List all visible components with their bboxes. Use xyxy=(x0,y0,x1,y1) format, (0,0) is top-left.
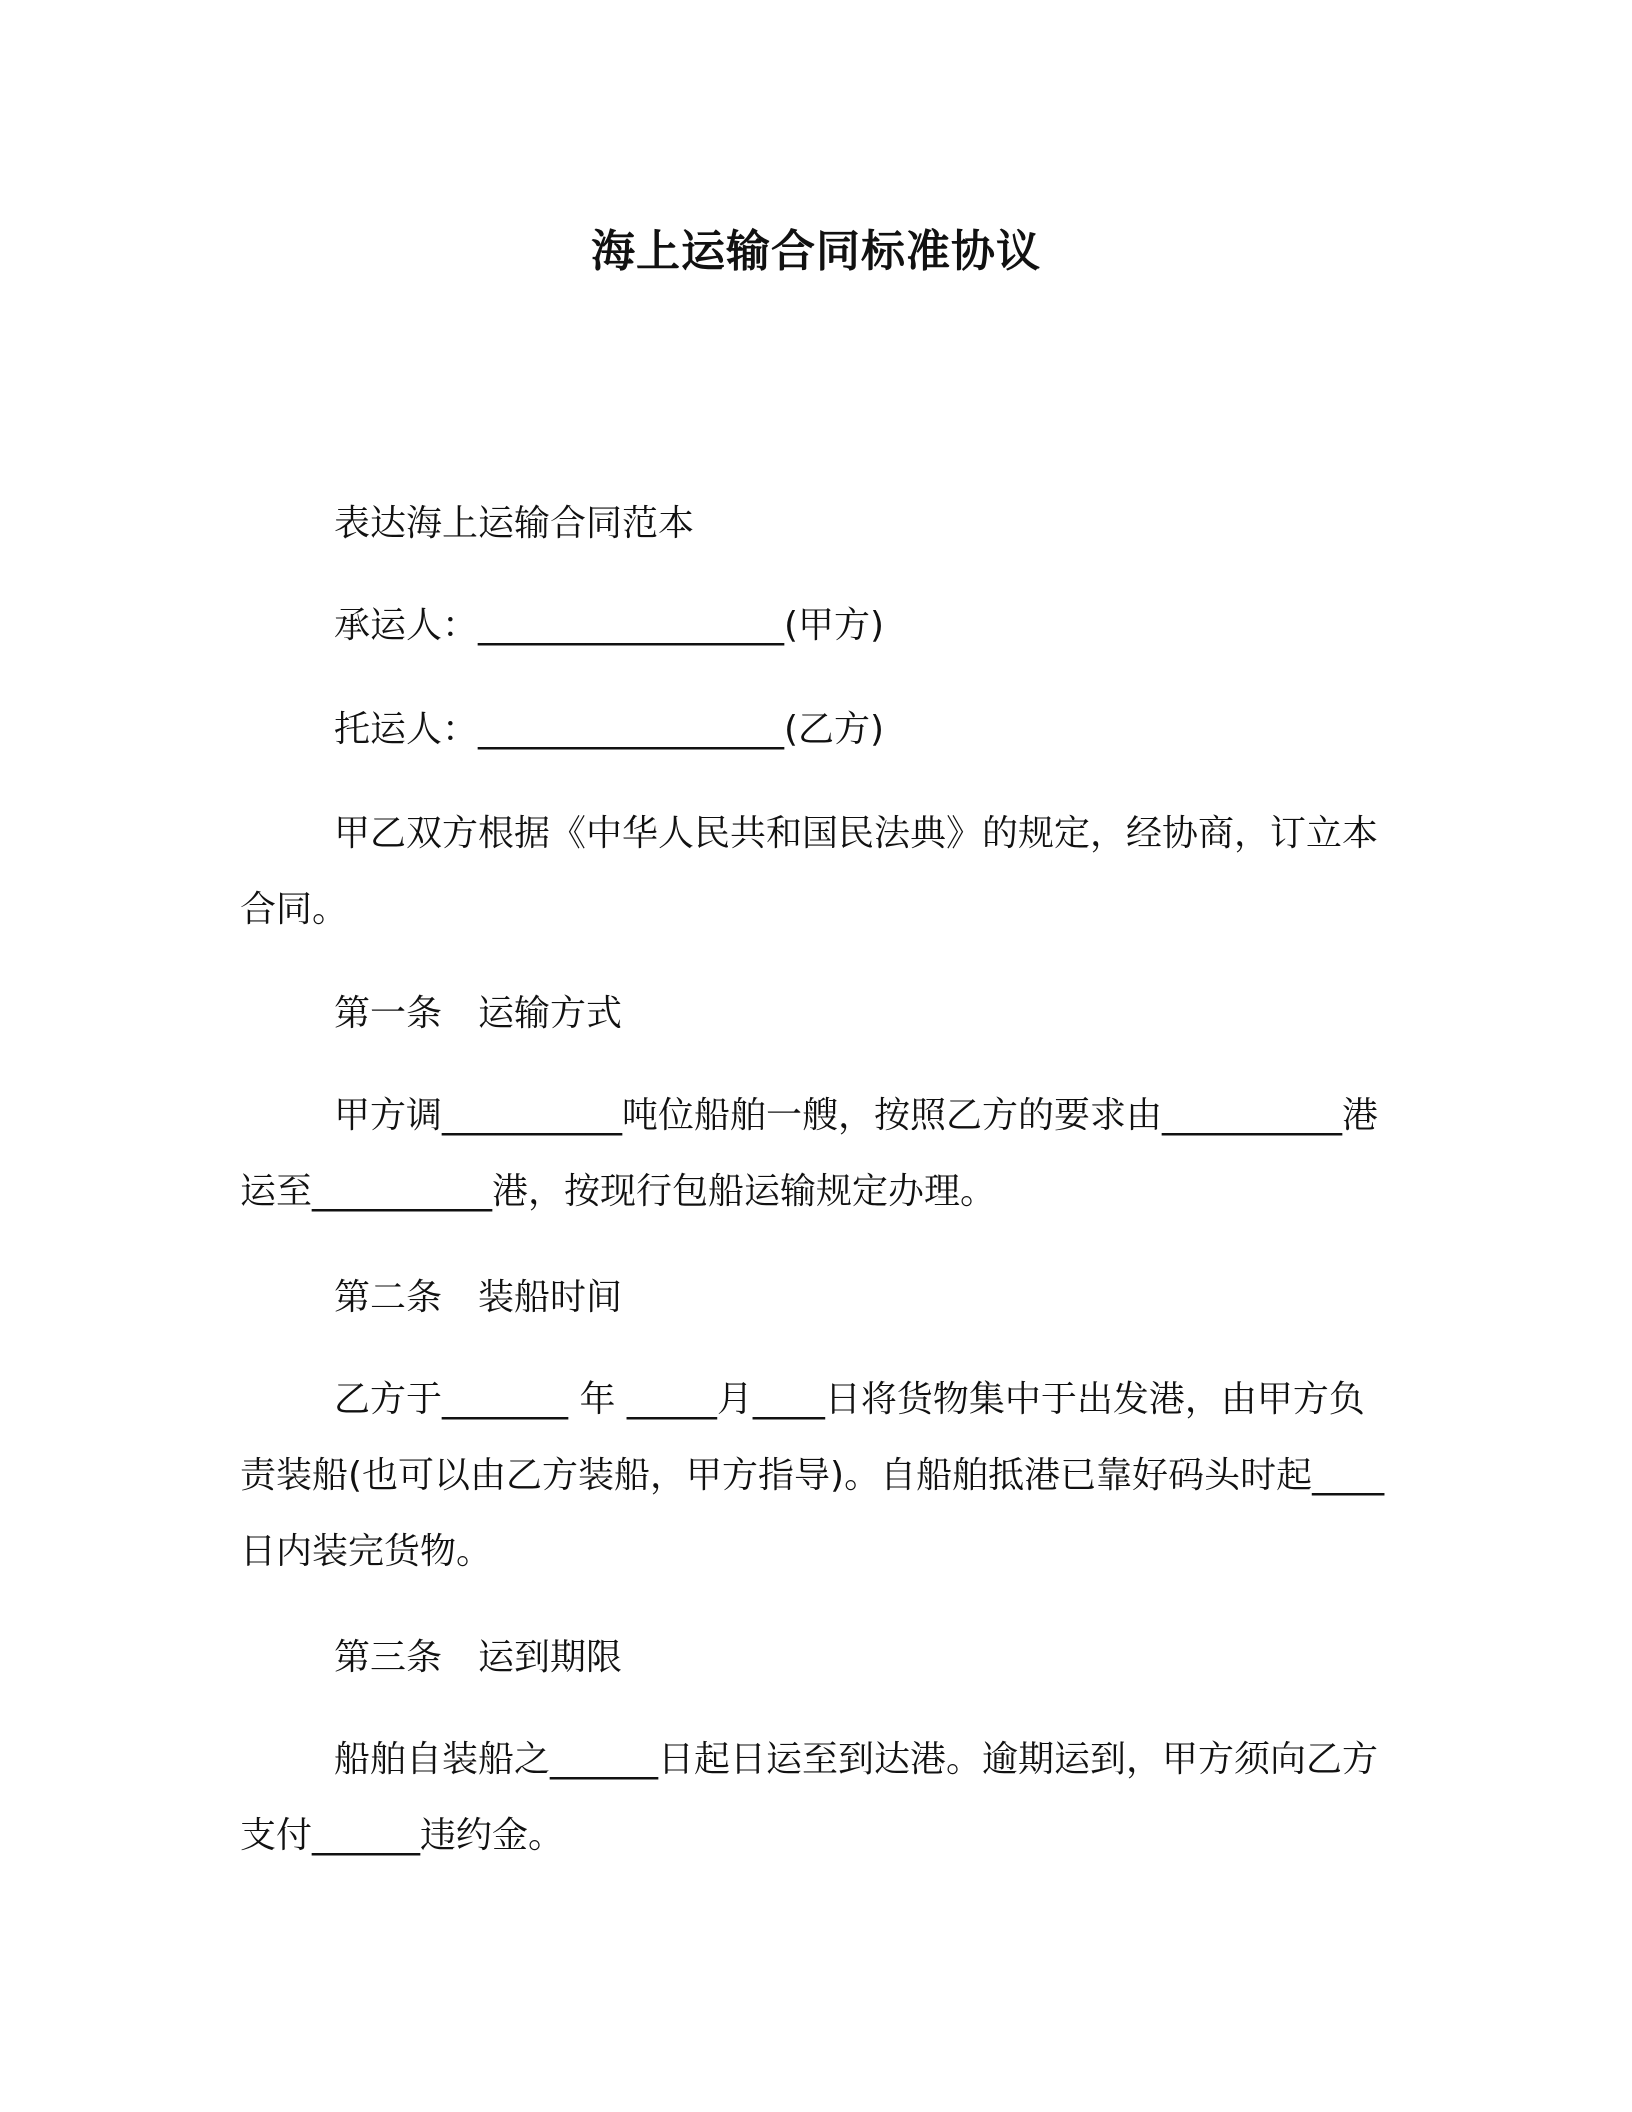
carrier-line: 承运人：_________________(甲方) xyxy=(334,605,885,646)
article-2-body: 乙方于_______ 年 _____月____日将货物集中于出发港，由甲方负责装船(也可以由乙方装船，甲方指导)。自船舶抵港已靠好码头时起____日内装完货物。 xyxy=(240,1379,1385,1572)
document-title: 海上运输合同标准协议 xyxy=(591,226,1041,277)
article-3-body: 船舶自装船之______日起日运至到达港。逾期运到，甲方须向乙方支付______违约金。 xyxy=(240,1739,1379,1856)
article-1-heading: 第一条 运输方式 xyxy=(334,993,623,1034)
article-1-body: 甲方调__________吨位船舶一艘，按照乙方的要求由__________港运至__________港，按现行包船运输规定办理。 xyxy=(240,1095,1379,1212)
intro-paragraph: 表达海上运输合同范本 xyxy=(334,503,695,544)
shipper-line: 托运人：_________________(乙方) xyxy=(334,709,885,750)
article-2-heading: 第二条 装船时间 xyxy=(334,1277,623,1318)
legal-basis-paragraph: 甲乙双方根据《中华人民共和国民法典》的规定，经协商，订立本合同。 xyxy=(240,813,1379,930)
article-3-heading: 第三条 运到期限 xyxy=(334,1637,623,1678)
